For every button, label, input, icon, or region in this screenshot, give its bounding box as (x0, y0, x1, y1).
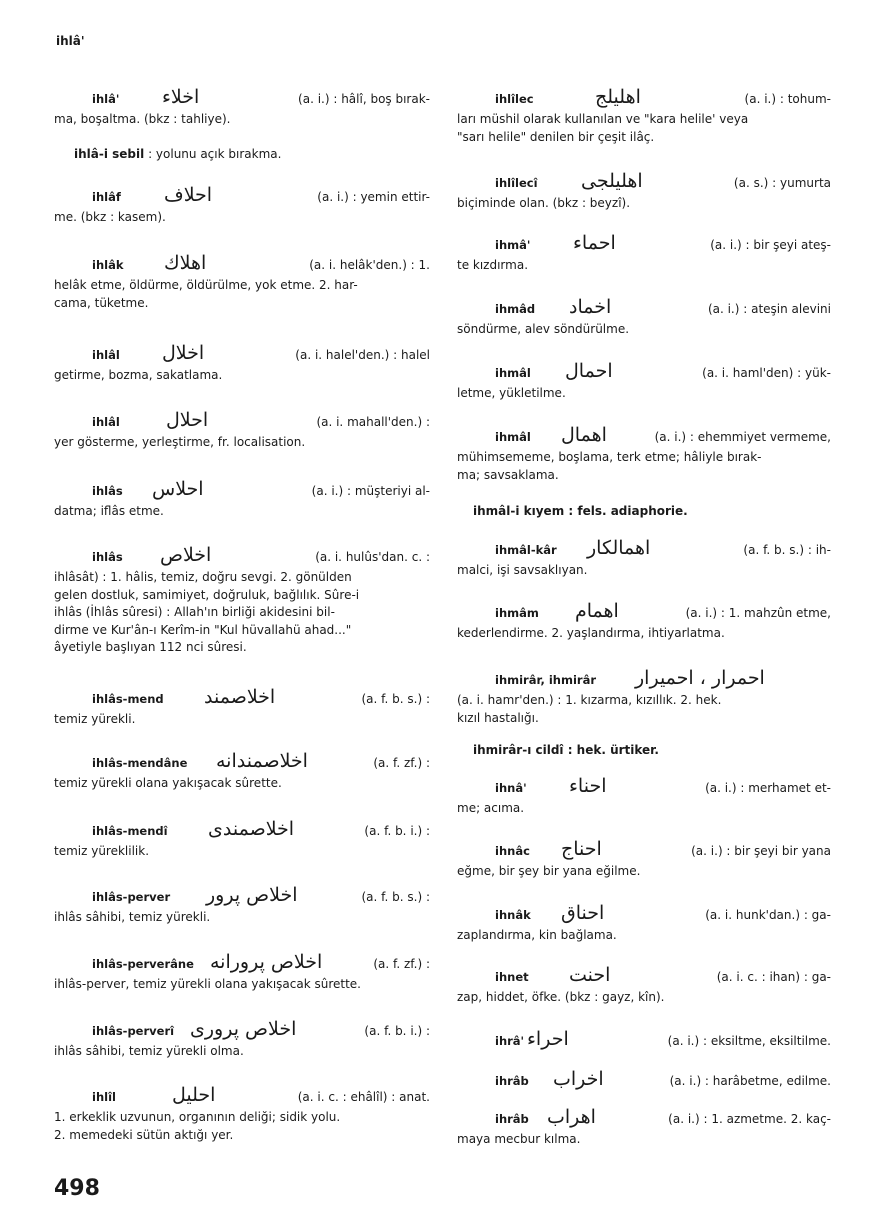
entry-grammar: (a. i.) : bir şeyi bir yana (691, 844, 831, 858)
entry-headword: ihrâ' (495, 1034, 525, 1048)
entry-headword: ihlâk (92, 258, 124, 272)
entry-headword: ihlâs-mend (92, 692, 164, 706)
dictionary-entry (457, 1108, 831, 1149)
entry-headline (457, 840, 831, 862)
entry-grammar: (a. f. b. s.) : ih- (743, 543, 831, 557)
entry-headline (457, 966, 831, 988)
entry-headline (54, 1086, 430, 1108)
entry-definition: ma, boşaltma. (bkz : tahliye). (54, 112, 231, 126)
entry-headword: ihlîlecî (495, 176, 538, 190)
entry-grammar: (a. i.) : 1. mahzûn etme, (685, 606, 831, 620)
dictionary-entry (54, 886, 430, 927)
entry-definition: temiz yürekli. (54, 712, 136, 726)
entry-arabic-script: اخلاصمندانه (216, 750, 308, 772)
entry-grammar: (a. i. helâk'den.) : 1. (309, 258, 430, 272)
entry-grammar: (a. i.) : bir şeyi ateş- (710, 238, 831, 252)
sub-entry (473, 503, 847, 521)
page-header: ihlâ' (56, 34, 85, 48)
sub-entry-definition: : yolunu açık bırakma. (144, 147, 282, 161)
entry-arabic-script: احناء (569, 775, 607, 797)
entry-grammar: (a. i.) : harâbetme, edilme. (669, 1074, 831, 1088)
entry-grammar: (a. f. zf.) : (373, 957, 430, 971)
entry-definition: yer gösterme, yerleştirme, fr. localisation. (54, 435, 306, 449)
entry-arabic-script: اخلاص پرور (206, 884, 298, 906)
entry-headline (457, 362, 831, 384)
entry-grammar: (a. i.) : eksiltme, eksiltilme. (667, 1034, 831, 1048)
sub-entry (473, 742, 847, 760)
entry-headline (54, 820, 430, 842)
entry-headword: ihmirâr, ihmirâr (495, 673, 596, 687)
entry-definition: 1. erkeklik uzvunun, organının deliği; sidik yolu. 2. memedeki sütün aktığı yer. (54, 1110, 341, 1142)
dictionary-entry (457, 840, 831, 881)
entry-headword: ihlâl (92, 415, 120, 429)
dictionary-entry (457, 539, 831, 580)
entry-arabic-script: اخلال (162, 342, 205, 364)
entry-arabic-script: اخماد (569, 296, 612, 318)
entry-headline (54, 546, 430, 568)
entry-headline (54, 1020, 430, 1042)
entry-definition: mühimsememe, boşlama, terk etme; hâliyle bırak- ma; savsaklama. (457, 450, 762, 482)
entry-arabic-script: اهمام (575, 600, 619, 622)
entry-grammar: (a. i.) : hâlî, boş bırak- (298, 92, 430, 106)
entry-headline (457, 172, 831, 194)
dictionary-entry (457, 172, 831, 213)
entry-arabic-script: احمال (565, 360, 613, 382)
entry-grammar: (a. i. hulûs'dan. c. : (315, 550, 430, 564)
entry-grammar: (a. i.) : ateşin alevini (707, 302, 831, 316)
entry-arabic-script: احمرار ، احميرار (635, 667, 765, 689)
entry-headline (457, 669, 831, 691)
entry-headline (54, 344, 430, 366)
entry-headword: ihlâs-mendî (92, 824, 168, 838)
dictionary-entry (457, 904, 831, 945)
entry-headword: ihnâk (495, 908, 531, 922)
entry-headword: ihmâl-kâr (495, 543, 557, 557)
entry-headword: ihlâ' (92, 92, 120, 106)
dictionary-entry (457, 669, 831, 727)
entry-arabic-script: اهلاك (164, 252, 207, 274)
entry-arabic-script: اخلاصمند (204, 686, 276, 708)
dictionary-entry (457, 777, 831, 818)
entry-arabic-script: احماء (573, 232, 616, 254)
dictionary-entry (457, 362, 831, 403)
entry-headline (457, 88, 831, 110)
entry-definition: ihlâs sâhibi, temiz yürekli olma. (54, 1044, 244, 1058)
entry-definition: biçiminde olan. (bkz : beyzî). (457, 196, 631, 210)
entry-headline (457, 298, 831, 320)
entry-definition: ihlâs sâhibi, temiz yürekli. (54, 910, 211, 924)
entry-definition: te kızdırma. (457, 258, 529, 272)
entry-definition: temiz yüreklilik. (54, 844, 150, 858)
entry-definition: zap, hiddet, öfke. (bkz : gayz, kîn). (457, 990, 665, 1004)
entry-headword: ihlâs-mendâne (92, 756, 188, 770)
entry-arabic-script: اهمالكار (587, 537, 651, 559)
dictionary-entry (54, 1086, 430, 1144)
entry-grammar: (a. i. haml'den) : yük- (702, 366, 831, 380)
entry-grammar: (a. f. b. s.) : (361, 692, 430, 706)
entry-headword: ihmâd (495, 302, 536, 316)
entry-definition: söndürme, alev söndürülme. (457, 322, 630, 336)
entry-arabic-script: اهليلجى (581, 170, 643, 192)
entry-arabic-script: اخلاء (162, 86, 200, 108)
dictionary-entry (54, 254, 430, 312)
entry-arabic-script: اهليلج (595, 86, 641, 108)
entry-arabic-script: اهمال (561, 424, 607, 446)
entry-headline (54, 88, 430, 110)
entry-definition: ları müshil olarak kullanılan ve "kara helile' veya "sarı helile" denilen bir çeşit ilâç. (457, 112, 749, 144)
entry-headline (54, 886, 430, 908)
entry-definition: me. (bkz : kasem). (54, 210, 166, 224)
entry-headword: ihnâc (495, 844, 530, 858)
entry-arabic-script: احناق (561, 902, 605, 924)
dictionary-entry (457, 602, 831, 643)
dictionary-entry (54, 344, 430, 385)
entry-grammar: (a. i. c. : ihan) : ga- (716, 970, 831, 984)
entry-definition: helâk etme, öldürme, öldürülme, yok etme. 2. har- cama, tüketme. (54, 278, 358, 310)
entry-definition: zaplandırma, kin bağlama. (457, 928, 617, 942)
entry-headline (457, 602, 831, 624)
dictionary-entry (54, 1020, 430, 1061)
entry-headline (54, 752, 430, 774)
entry-headline (54, 480, 430, 502)
entry-definition: kederlendirme. 2. yaşlandırma, ihtiyarlatma. (457, 626, 725, 640)
entry-headline (457, 1070, 831, 1092)
dictionary-entry (457, 1030, 831, 1052)
dictionary-entry (54, 88, 430, 129)
entry-definition: malci, işi savsaklıyan. (457, 563, 588, 577)
entry-headword: ihmâl (495, 366, 531, 380)
entry-headword: ihrâb (495, 1112, 529, 1126)
entry-arabic-script: احناج (561, 838, 602, 860)
entry-arabic-script: احراء (527, 1028, 569, 1050)
entry-headline (54, 186, 430, 208)
sub-entry-headword: ihmirâr-ı cildî : hek. ürtiker. (473, 743, 659, 757)
entry-headword: ihrâb (495, 1074, 529, 1088)
entry-headword: ihlâl (92, 348, 120, 362)
entry-grammar: (a. f. b. i.) : (364, 1024, 430, 1038)
entry-headword: ihlâs (92, 550, 123, 564)
entry-headword: ihmâm (495, 606, 539, 620)
entry-grammar: (a. i.) : ehemmiyet vermeme, (654, 430, 831, 444)
entry-headword: ihlâs (92, 484, 123, 498)
dictionary-entry (457, 88, 831, 146)
entry-grammar: (a. i.) : 1. azmetme. 2. kaç- (668, 1112, 831, 1126)
entry-grammar: (a. i. c. : ehâlîl) : anat. (297, 1090, 430, 1104)
entry-definition: (a. i. hamr'den.) : 1. kızarma, kızıllık. 2. hek. kızıl hastalığı. (457, 693, 722, 725)
entry-headline (457, 904, 831, 926)
entry-grammar: (a. i. hunk'dan.) : ga- (705, 908, 831, 922)
entry-definition: me; acıma. (457, 801, 525, 815)
entry-headline (54, 254, 430, 276)
entry-grammar: (a. i. halel'den.) : halel (295, 348, 430, 362)
sub-entry-headword: ihmâl-i kıyem : fels. adiaphorie. (473, 504, 688, 518)
entry-definition: eğme, bir şey bir yana eğilme. (457, 864, 641, 878)
entry-headline (457, 426, 831, 448)
dictionary-entry (457, 234, 831, 275)
dictionary-entry (54, 752, 430, 793)
entry-headline (54, 411, 430, 433)
entry-headword: ihmâl (495, 430, 531, 444)
entry-headword: ihlâs-perverâne (92, 957, 194, 971)
dictionary-entry (54, 480, 430, 521)
entry-headline (54, 688, 430, 710)
entry-grammar: (a. i. mahall'den.) : (316, 415, 430, 429)
entry-grammar: (a. i.) : merhamet et- (705, 781, 831, 795)
dictionary-entry (54, 546, 430, 657)
entry-definition: datma; iflâs etme. (54, 504, 164, 518)
entry-headline (457, 539, 831, 561)
dictionary-entry (54, 186, 430, 227)
dictionary-entry (54, 953, 430, 994)
entry-grammar: (a. s.) : yumurta (733, 176, 831, 190)
entry-headword: ihlâs-perverî (92, 1024, 175, 1038)
entry-headword: ihlâs-perver (92, 890, 171, 904)
page-number: 498 (54, 1176, 100, 1201)
entry-grammar: (a. f. zf.) : (373, 756, 430, 770)
entry-headline (54, 953, 430, 975)
dictionary-entry (54, 411, 430, 452)
entry-arabic-script: اخلاص پرورانه (210, 951, 323, 973)
entry-arabic-script: احنت (569, 964, 611, 986)
entry-arabic-script: اخلاصمندى (208, 818, 295, 840)
entry-arabic-script: اهراب (547, 1106, 596, 1128)
entry-headword: ihnâ' (495, 781, 527, 795)
entry-headword: ihlîl (92, 1090, 116, 1104)
entry-arabic-script: احلاس (152, 478, 204, 500)
entry-headline (457, 1108, 831, 1130)
dictionary-entry (457, 966, 831, 1007)
dictionary-entry (457, 1070, 831, 1092)
dictionary-entry (457, 426, 831, 484)
entry-headword: ihlâf (92, 190, 121, 204)
entry-arabic-script: اخلاص پرورى (190, 1018, 297, 1040)
entry-definition: maya mecbur kılma. (457, 1132, 581, 1146)
entry-definition: letme, yükletilme. (457, 386, 566, 400)
entry-headline (457, 1030, 831, 1052)
sub-entry-headword: ihlâ-i sebil (74, 147, 145, 161)
entry-grammar: (a. f. b. i.) : (364, 824, 430, 838)
entry-definition: ihlâs-perver, temiz yürekli olana yakışacak sûrette. (54, 977, 361, 991)
entry-headline (457, 777, 831, 799)
dictionary-entry (54, 688, 430, 729)
entry-headline (457, 234, 831, 256)
entry-arabic-script: احليل (172, 1084, 216, 1106)
entry-arabic-script: احلال (166, 409, 209, 431)
entry-headword: ihnet (495, 970, 529, 984)
entry-grammar: (a. f. b. s.) : (361, 890, 430, 904)
entry-definition: ihlâsât) : 1. hâlis, temiz, doğru sevgi. 2. gönülden gelen dostluk, samimiyet, doğruluk, bağlılık. Sûre-i ihlâs (İhlâs sûresi) : Allah'ın birliği akidesini bil- dirme ve Kur'ân-ı Kerîm-in "Kul hüvallahü ahad..." âyetiyle başlıyan 112 nci sûresi. (54, 570, 360, 654)
entry-arabic-script: اخلاص (160, 544, 212, 566)
entry-headword: ihmâ' (495, 238, 531, 252)
entry-headword: ihlîlec (495, 92, 534, 106)
entry-grammar: (a. i.) : yemin ettir- (317, 190, 430, 204)
dictionary-entry (54, 820, 430, 861)
entry-arabic-script: احلاف (164, 184, 213, 206)
entry-grammar: (a. i.) : tohum- (744, 92, 831, 106)
dictionary-entry (457, 298, 831, 339)
entry-definition: temiz yürekli olana yakışacak sûrette. (54, 776, 282, 790)
entry-definition: getirme, bozma, sakatlama. (54, 368, 223, 382)
entry-arabic-script: اخراب (553, 1068, 604, 1090)
entry-grammar: (a. i.) : müşteriyi al- (311, 484, 430, 498)
sub-entry (74, 146, 450, 164)
